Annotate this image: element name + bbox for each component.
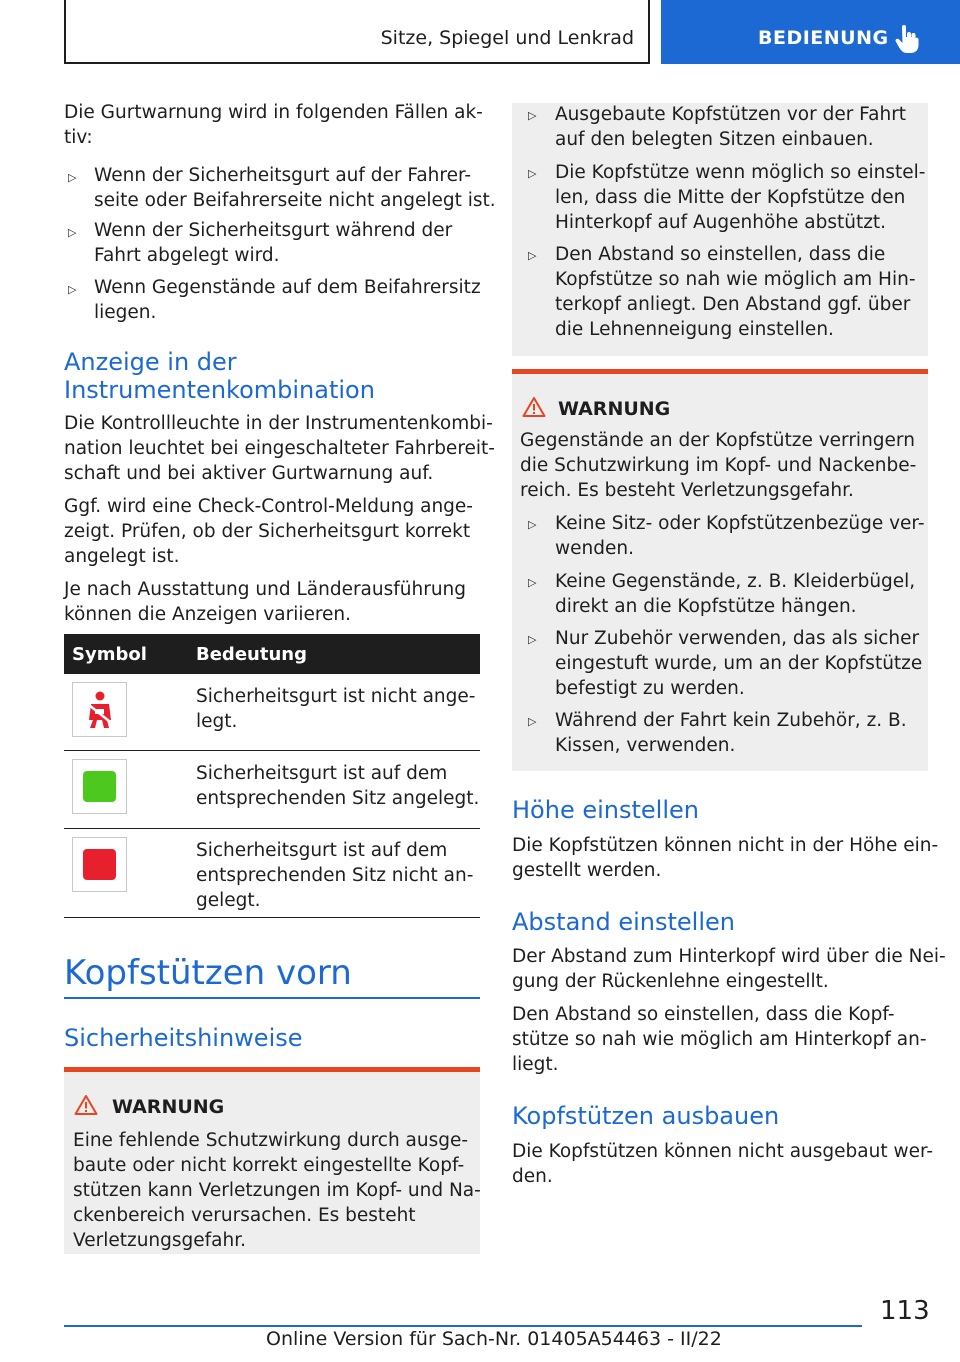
bullet-arrow-icon: ▷ bbox=[528, 167, 537, 180]
box-bullet-2-line-3: Hinterkopf auf Augenhöhe abstützt. bbox=[555, 212, 887, 233]
heading-sicherheitshinweise: Sicherheitshinweise bbox=[64, 1024, 303, 1052]
heading-underline bbox=[64, 997, 480, 999]
bullet-arrow-icon: ▷ bbox=[528, 518, 537, 531]
box-bullet-2-line-2: len, dass die Mitte der Kopfstütze den bbox=[555, 187, 906, 208]
header-section-tab[interactable] bbox=[661, 0, 960, 64]
bullet-arrow-icon: ▷ bbox=[68, 226, 77, 239]
warning-title: WARNUNG bbox=[112, 1096, 225, 1118]
box-bullet-3-line-1: Den Abstand so einstellen, dass die bbox=[555, 244, 886, 265]
bullet-arrow-icon: ▷ bbox=[68, 283, 77, 296]
bullet-3-line-2: liegen. bbox=[94, 302, 157, 323]
heading-hoehe-einstellen: Höhe einstellen bbox=[512, 796, 699, 824]
warning1-line-1: Eine fehlende Schutzwirkung durch ausge- bbox=[73, 1130, 469, 1151]
warning1-line-2: baute oder nicht korrekt eingestellte Kopf- bbox=[73, 1155, 465, 1176]
warning2-bullet-1-line-2: wenden. bbox=[555, 538, 634, 559]
heading-kopfstuetzen-vorn: Kopfstützen vorn bbox=[64, 953, 352, 993]
heading-abstand-einstellen: Abstand einstellen bbox=[512, 908, 735, 936]
bullet-arrow-icon: ▷ bbox=[528, 576, 537, 589]
warning2-bullet-4-line-2: Kissen, verwenden. bbox=[555, 735, 736, 756]
box-bullet-1-line-1: Ausgebaute Kopfstützen vor der Fahrt bbox=[555, 104, 907, 125]
seatbelt-warning-icon bbox=[72, 682, 127, 737]
bullet-1-line-1: Wenn der Sicherheitsgurt auf der Fahrer- bbox=[94, 165, 472, 186]
para2-line-1: Ggf. wird eine Check-Control-Meldung ange- bbox=[64, 496, 473, 517]
box-bullet-2-line-1: Die Kopfstütze wenn möglich so einstel- bbox=[555, 162, 926, 183]
remove-text-line-1: Die Kopfstützen können nicht ausgebaut wer- bbox=[512, 1141, 934, 1162]
gurtwarnung-intro-2: tiv: bbox=[64, 127, 93, 148]
warning-title: WARNUNG bbox=[558, 398, 671, 420]
page-number: 113 bbox=[880, 1296, 930, 1326]
remove-text-line-2: den. bbox=[512, 1166, 553, 1187]
para2-line-3: angelegt ist. bbox=[64, 546, 180, 567]
heading-kopfstuetzen-ausbauen: Kopfstützen ausbauen bbox=[512, 1102, 780, 1130]
box-bullet-3-line-4: die Lehnenneigung einstellen. bbox=[555, 319, 834, 340]
warning2-bullet-4-line-1: Während der Fahrt kein Zubehör, z. B. bbox=[555, 710, 907, 731]
bullet-2-line-2: Fahrt abgelegt wird. bbox=[94, 245, 280, 266]
para1-line-3: schaft und bei aktiver Gurtwarnung auf. bbox=[64, 463, 434, 484]
bullet-2-line-1: Wenn der Sicherheitsgurt während der bbox=[94, 220, 453, 241]
warning2-bullet-3-line-3: befestigt zu werden. bbox=[555, 678, 745, 699]
box-bullet-1-line-2: auf den belegten Sitzen einbauen. bbox=[555, 129, 874, 150]
table-row-divider bbox=[64, 917, 480, 918]
warning1-line-4: ckenbereich verursachen. Es besteht bbox=[73, 1205, 416, 1226]
bullet-3-line-1: Wenn Gegenstände auf dem Beifahrersitz bbox=[94, 277, 481, 298]
table-row-1-line-2: legt. bbox=[196, 711, 238, 732]
table-row-3-line-1: Sicherheitsgurt ist auf dem bbox=[196, 840, 448, 861]
table-row-divider bbox=[64, 750, 480, 751]
para2-line-2: zeigt. Prüfen, ob der Sicherheitsgurt korrekt bbox=[64, 521, 471, 542]
distance-text2-line-3: liegt. bbox=[512, 1054, 559, 1075]
warning2-bullet-2-line-2: direkt an die Kopfstütze hängen. bbox=[555, 596, 857, 617]
distance-text1-line-2: gung der Rückenlehne eingestellt. bbox=[512, 971, 829, 992]
online-version-note: Online Version für Sach-Nr. 01405A54463 - II/22 bbox=[266, 1328, 722, 1350]
section-label: BEDIENUNG bbox=[758, 27, 889, 49]
para1-line-1: Die Kontrollleuchte in der Instrumentenkombi- bbox=[64, 413, 493, 434]
heading-anzeige-1: Anzeige in der bbox=[64, 348, 237, 376]
footer-divider bbox=[64, 1325, 862, 1327]
warning2-bullet-1-line-1: Keine Sitz- oder Kopfstützenbezüge ver- bbox=[555, 513, 925, 534]
bullet-arrow-icon: ▷ bbox=[528, 633, 537, 646]
hand-pointer-icon bbox=[894, 24, 920, 54]
warning1-line-3: stützen kann Verletzungen im Kopf- und Na- bbox=[73, 1180, 481, 1201]
table-row-2-line-1: Sicherheitsgurt ist auf dem bbox=[196, 763, 448, 784]
warning2-bullet-3-line-1: Nur Zubehör verwenden, das als sicher bbox=[555, 628, 920, 649]
table-row-3-line-3: gelegt. bbox=[196, 890, 261, 911]
table-row-1-line-1: Sicherheitsgurt ist nicht ange- bbox=[196, 686, 476, 707]
table-header bbox=[64, 634, 480, 674]
heading-anzeige-2: Instrumentenkombination bbox=[64, 376, 375, 404]
warning2-bullet-3-line-2: eingestuft wurde, um an der Kopfstütze bbox=[555, 653, 923, 674]
height-text-line-2: gestellt werden. bbox=[512, 860, 662, 881]
chapter-title: Sitze, Spiegel und Lenkrad bbox=[380, 27, 634, 49]
bullet-1-line-2: seite oder Beifahrerseite nicht angelegt ist. bbox=[94, 190, 496, 211]
table-header-symbol: Symbol bbox=[72, 644, 147, 665]
warning2-bullet-2-line-1: Keine Gegenstände, z. B. Kleiderbügel, bbox=[555, 571, 916, 592]
table-row-3-line-2: entsprechenden Sitz nicht an- bbox=[196, 865, 474, 886]
warning2-line-3: reich. Es besteht Verletzungsgefahr. bbox=[520, 480, 854, 501]
distance-text1-line-1: Der Abstand zum Hinterkopf wird über die Nei- bbox=[512, 946, 946, 967]
para3-line-1: Je nach Ausstattung und Länderausführung bbox=[64, 579, 467, 600]
gurtwarnung-intro-1: Die Gurtwarnung wird in folgenden Fällen ak- bbox=[64, 102, 483, 123]
warning2-line-1: Gegenstände an der Kopfstütze verringern bbox=[520, 430, 915, 451]
bullet-arrow-icon: ▷ bbox=[68, 171, 77, 184]
height-text-line-1: Die Kopfstützen können nicht in der Höhe ein- bbox=[512, 835, 939, 856]
para3-line-2: können die Anzeigen variieren. bbox=[64, 604, 352, 625]
red-square-icon bbox=[72, 837, 127, 892]
box-bullet-3-line-2: Kopfstütze so nah wie möglich am Hin- bbox=[555, 269, 916, 290]
para1-line-2: nation leuchtet bei eingeschalteter Fahrbereit- bbox=[64, 438, 495, 459]
warning2-line-2: die Schutzwirkung im Kopf- und Nackenbe- bbox=[520, 455, 917, 476]
table-header-bedeutung: Bedeutung bbox=[196, 644, 307, 665]
warning-triangle-icon bbox=[522, 396, 546, 418]
distance-text2-line-2: stütze so nah wie möglich am Hinterkopf an- bbox=[512, 1029, 927, 1050]
warning1-line-5: Verletzungsgefahr. bbox=[73, 1230, 247, 1251]
header-chapter-box bbox=[64, 0, 650, 64]
warning-triangle-icon bbox=[74, 1094, 98, 1116]
table-row-divider bbox=[64, 828, 480, 829]
bullet-arrow-icon: ▷ bbox=[528, 715, 537, 728]
bullet-arrow-icon: ▷ bbox=[528, 109, 537, 122]
distance-text2-line-1: Den Abstand so einstellen, dass die Kopf- bbox=[512, 1004, 895, 1025]
box-bullet-3-line-3: terkopf anliegt. Den Abstand ggf. über bbox=[555, 294, 911, 315]
table-row-2-line-2: entsprechenden Sitz angelegt. bbox=[196, 788, 480, 809]
bullet-arrow-icon: ▷ bbox=[528, 249, 537, 262]
green-square-icon bbox=[72, 759, 127, 814]
